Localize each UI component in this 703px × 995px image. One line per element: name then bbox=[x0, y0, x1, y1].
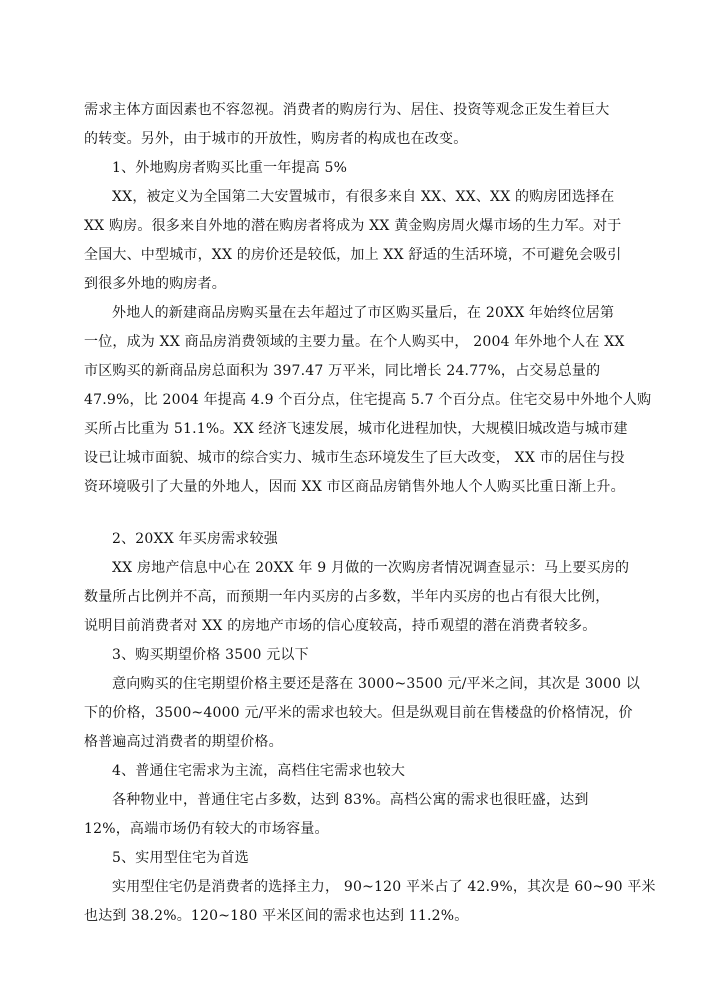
paragraph-line: 数量所占比例并不高，而预期一年内买房的占多数，半年内买房的也占有很大比例， bbox=[84, 589, 610, 605]
paragraph-line: 实用型住宅仍是消费者的选择主力， 90~120 平米占了 42.9%，其次是 60~90 平米 bbox=[112, 879, 656, 895]
paragraph-line: 买所占比重为 51.1%。XX 经济飞速发展，城市化进程加快，大规模旧城改造与城市建 bbox=[84, 421, 628, 437]
paragraph-line: 47.9%，比 2004 年提高 4.9 个百分点，住宅提高 5.7 个百分点。住宅交易中外地个人购 bbox=[84, 392, 652, 408]
paragraph-line: 资环境吸引了大量的外地人，因而 XX 市区商品房销售外地人个人购买比重日渐上升。 bbox=[84, 479, 625, 495]
paragraph-line: XX 购房。很多来自外地的潜在购房者将成为 XX 黄金购房周火爆市场的生力军。对于 bbox=[84, 218, 622, 234]
paragraph-line: 设已让城市面貌、城市的综合实力、城市生态环境发生了巨大改变， XX 市的居住与投 bbox=[84, 450, 625, 466]
paragraph-line: 到很多外地的购房者。 bbox=[84, 276, 226, 292]
paragraph-line: 格普遍高过消费者的期望价格。 bbox=[84, 734, 283, 750]
paragraph-line: 市区购买的新商品房总面积为 397.47 万平米，同比增长 24.77%，占交易总量的 bbox=[84, 363, 601, 379]
paragraph-line: 下的价格，3500~4000 元/平米的需求也较大。但是纵观目前在售楼盘的价格情况，价 bbox=[84, 705, 633, 721]
paragraph-line: 说明目前消费者对 XX 的房地产市场的信心度较高，持币观望的潜在消费者较多。 bbox=[84, 618, 597, 634]
paragraph-line: 一位，成为 XX 商品房消费领域的主要力量。在个人购买中， 2004 年外地个人在 XX bbox=[84, 334, 625, 350]
paragraph-line: 也达到 38.2%。120~180 平米区间的需求也达到 11.2%。 bbox=[84, 908, 469, 924]
paragraph-line: XX 房地产信息中心在 20XX 年 9 月做的一次购房者情况调查显示：马上要买房的 bbox=[112, 560, 630, 576]
section-heading-3: 3、购买期望价格 3500 元以下 bbox=[112, 647, 309, 663]
paragraph-line: 的转变。另外，由于城市的开放性，购房者的构成也在改变。 bbox=[84, 131, 468, 147]
paragraph-line: 需求主体方面因素也不容忽视。消费者的购房行为、居住、投资等观念正发生着巨大 bbox=[84, 102, 610, 118]
document-page bbox=[84, 96, 656, 931]
section-heading-5: 5、实用型住宅为首选 bbox=[112, 850, 249, 866]
paragraph-line: 全国大、中型城市，XX 的房价还是较低，加上 XX 舒适的生活环境，不可避免会吸引 bbox=[84, 247, 622, 263]
section-heading-1: 1、外地购房者购买比重一年提高 5% bbox=[112, 160, 348, 176]
section-heading-2: 2、20XX 年买房需求较强 bbox=[112, 531, 278, 547]
paragraph-line: 外地人的新建商品房购买量在去年超过了市区购买量后，在 20XX 年始终位居第 bbox=[112, 305, 615, 321]
paragraph-line: XX，被定义为全国第二大安置城市，有很多来自 XX、XX、XX 的购房团选择在 bbox=[112, 189, 615, 205]
paragraph-line: 12%，高端市场仍有较大的市场容量。 bbox=[84, 821, 329, 837]
section-heading-4: 4、普通住宅需求为主流，高档住宅需求也较大 bbox=[112, 763, 406, 779]
paragraph-line: 各种物业中，普通住宅占多数，达到 83%。高档公寓的需求也很旺盛，达到 bbox=[112, 792, 589, 808]
paragraph-gap bbox=[84, 502, 629, 525]
paragraph-line: 意向购买的住宅期望价格主要还是落在 3000~3500 元/平米之间，其次是 3000 以 bbox=[112, 676, 641, 692]
